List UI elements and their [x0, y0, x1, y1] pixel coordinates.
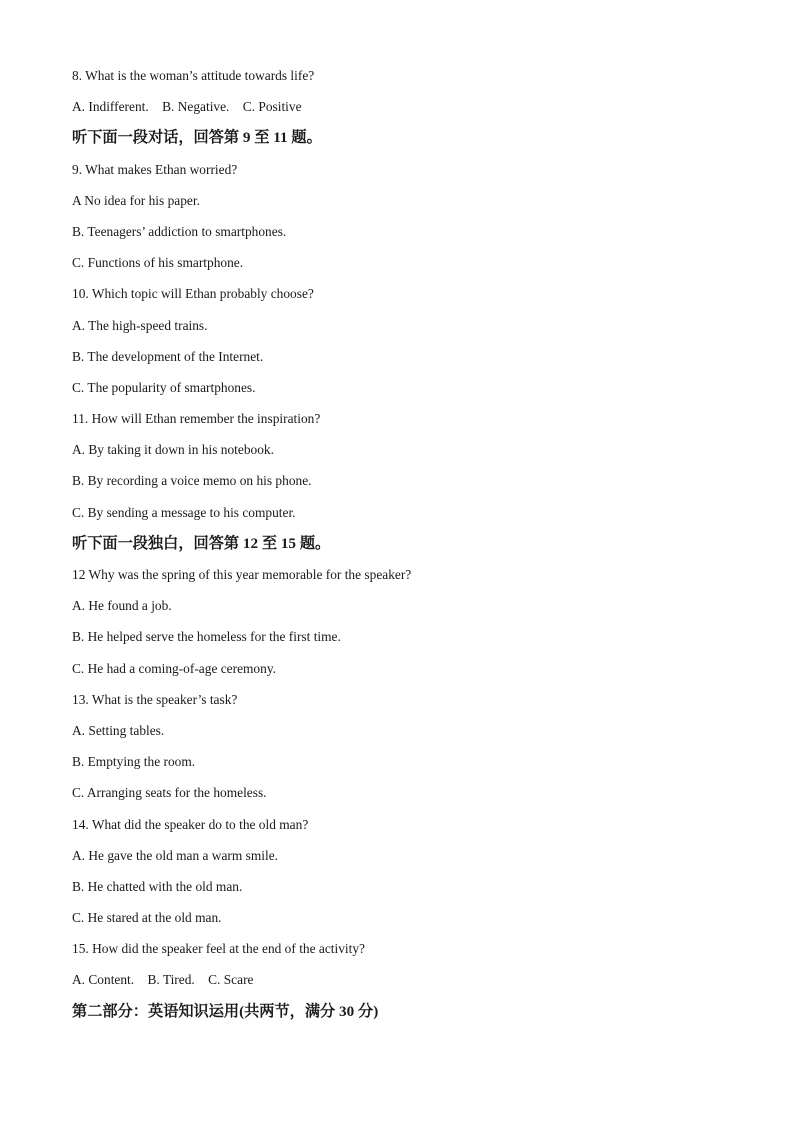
question-9-option-a: A No idea for his paper.	[72, 192, 200, 208]
question-13-option-b: B. Emptying the room.	[72, 754, 196, 770]
question-11-option-a: A. By taking it down in his notebook.	[72, 442, 274, 458]
question-12-option-c: C. He had a coming-of-age ceremony.	[72, 660, 276, 676]
question-15: 15. How did the speaker feel at the end of the activity?	[72, 941, 365, 957]
question-10-option-c: C. The popularity of smartphones.	[72, 379, 256, 395]
option-b: B. Tired.	[147, 972, 195, 988]
question-11: 11. How will Ethan remember the inspiration?	[72, 411, 321, 427]
question-14-option-a: A. He gave the old man a warm smile.	[72, 847, 279, 863]
section-heading-9-11: 听下面一段对话，回答第 9 至 11 题。	[72, 129, 322, 147]
question-13: 13. What is the speaker’s task?	[72, 691, 238, 707]
part-two-heading: 第二部分：英语知识运用(共两节，满分 30 分)	[72, 1002, 379, 1020]
question-10: 10. Which topic will Ethan probably choose?	[72, 286, 314, 302]
section-heading-12-15: 听下面一段独白，回答第 12 至 15 题。	[72, 534, 331, 552]
option-a: A. Indifferent.	[72, 99, 149, 115]
option-b: B. Negative.	[162, 99, 230, 115]
question-14-option-c: C. He stared at the old man.	[72, 910, 222, 926]
question-12-option-b: B. He helped serve the homeless for the first time.	[72, 629, 341, 645]
question-10-option-b: B. The development of the Internet.	[72, 348, 264, 364]
exam-page	[72, 64, 732, 1031]
question-10-option-a: A. The high-speed trains.	[72, 317, 208, 333]
question-15-options	[72, 968, 732, 999]
question-9: 9. What makes Ethan worried?	[72, 161, 238, 177]
option-a: A. Content.	[72, 972, 135, 988]
question-8-options	[72, 95, 732, 126]
question-14: 14. What did the speaker do to the old man?	[72, 816, 309, 832]
question-14-option-b: B. He chatted with the old man.	[72, 878, 243, 894]
option-c: C. Positive	[242, 99, 302, 115]
question-9-option-c: C. Functions of his smartphone.	[72, 255, 244, 271]
question-11-option-c: C. By sending a message to his computer.	[72, 504, 296, 520]
question-11-option-b: B. By recording a voice memo on his phone.	[72, 473, 312, 489]
question-13-option-a: A. Setting tables.	[72, 722, 165, 738]
question-13-option-c: C. Arranging seats for the homeless.	[72, 785, 267, 801]
option-c: C. Scare	[208, 972, 254, 988]
question-12-option-a: A. He found a job.	[72, 598, 172, 614]
question-8: 8. What is the woman’s attitude towards life?	[72, 68, 315, 83]
question-9-option-b: B. Teenagers’ addiction to smartphones.	[72, 223, 287, 239]
question-12: 12 Why was the spring of this year memorable for the speaker?	[72, 567, 412, 582]
